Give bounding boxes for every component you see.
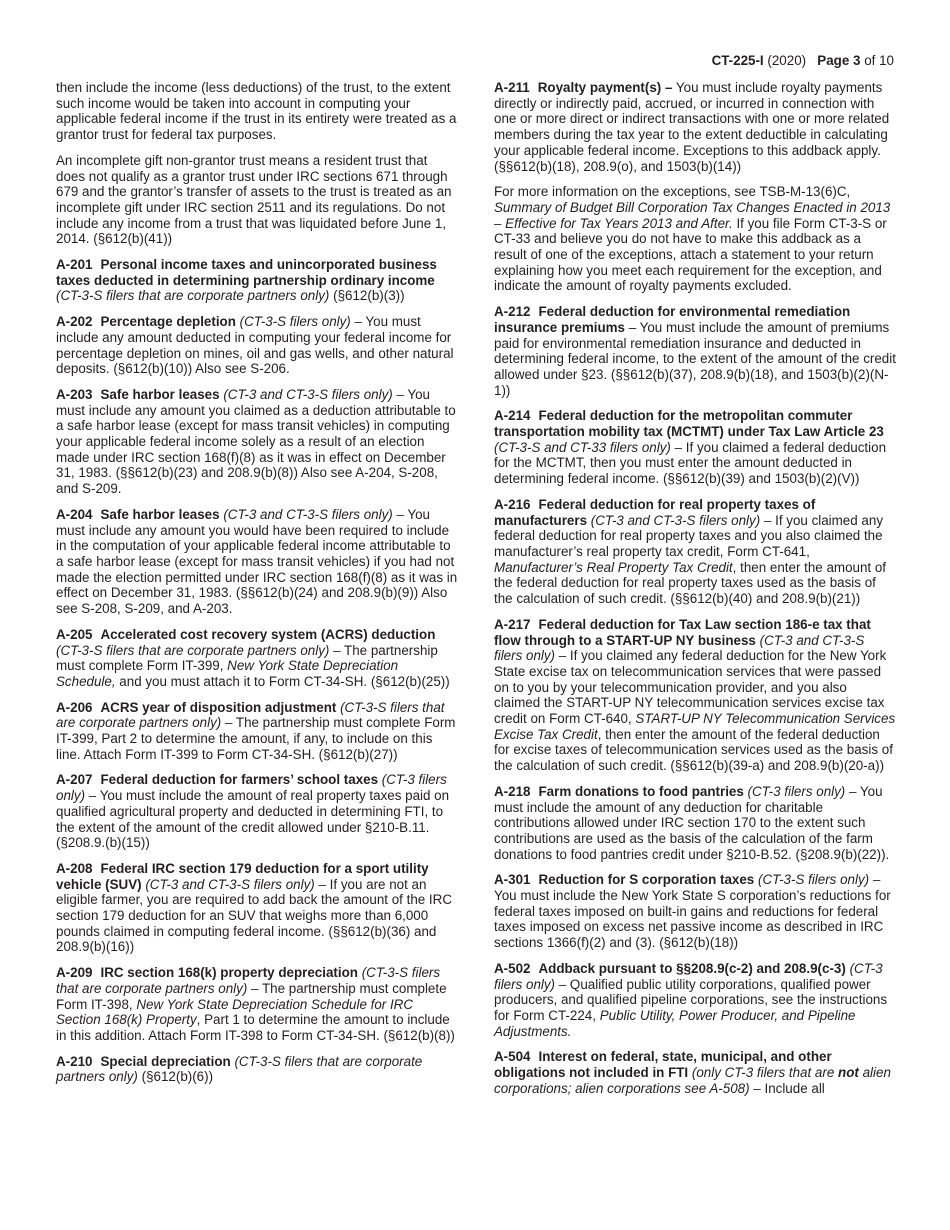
item-a-504 (494, 1049, 896, 1096)
item-text: (§612(b)(3)) (333, 288, 405, 304)
item-a-212 (494, 304, 896, 398)
paragraph (56, 153, 458, 247)
item-a-208 (56, 861, 458, 955)
item-code: A-206 (56, 699, 93, 715)
item-code: A-218 (494, 783, 531, 799)
item-text: You must include the amount of any deduction for charitable contributions allowed under IRC section 170 to the extent such contributions are used as the basis of the calculation of the farm donations to food pantries credit under §210-B.52. (§208.9(b)(22)). (494, 783, 890, 862)
item-title: Federal deduction for farmers’ school taxes (100, 772, 379, 788)
left-column (56, 80, 458, 1095)
item-qualifier-continued: alien corporations; alien corporations see A-508) – (494, 1065, 891, 1096)
item-title: Federal deduction for Tax Law section 186-e tax that flow through to a START-UP NY business (494, 616, 871, 648)
item-a-211 (494, 80, 896, 174)
item-text: You must include any amount you would have been required to include in the computation of your applicable federal income attributable to a safe harbor lease (except for mass transit vehicles) if you had not made the election permitted under IRC section 168(f)(8) as it was in effect on December 31, 1983. (§§612(b)(24) and 208.9(b)(9)) Also see S-208, S-209, and A-203. (56, 506, 458, 617)
item-a-206 (56, 700, 458, 763)
item-code: A-212 (494, 304, 531, 320)
item-title: Federal deduction for environmental remediation insurance premiums (494, 304, 851, 335)
item-text: You must include any amount you claimed as a deduction attributable to a safe harbor lease (except for mass transit vehicles) in computing your applicable federal income solely as a result of an election made under IRC section 168(f)(8) as it was in effect on December 31, 1983. (§§612(b)(23) and 208.9(b)(8)) Also see A-204, S-208, and S-209. (56, 386, 456, 497)
item-qualifier: (CT-3-S filers that are corporate partners only) – (56, 699, 445, 731)
right-column (494, 80, 896, 1106)
form-title: START-UP NY Telecommunication Services Excise Tax Credit (494, 711, 896, 742)
item-title: ACRS year of disposition adjustment (100, 699, 337, 715)
item-qualifier: (CT-3 and CT-3-S filers only) – (590, 512, 772, 528)
item-qualifier: (CT-3 and CT-3-S filers only) – (494, 632, 865, 664)
item-code: A-211 (494, 80, 530, 95)
item-text-continued: , then enter the amount of the federal deduction for real property taxes used as the basis of the calculation of such credit. (§§612(b)(40) and 208.9(b)(21)) (494, 559, 887, 607)
item-a-207 (56, 772, 458, 851)
form-year: (2020) (767, 53, 807, 68)
item-code: A-203 (56, 386, 93, 402)
item-text: The partnership must complete Form IT-399, (56, 642, 438, 674)
item-code: A-217 (494, 616, 531, 632)
item-qualifier: (CT-3-S filers that are corporate partners only) (56, 288, 330, 304)
item-text-continued: , then enter the amount of the federal deduction for excise taxes of telecommunication services used as the basis of the calculation of such credit. (§§612(b)(39-a) and 208.9(b)(20-a)) (494, 726, 893, 774)
paragraph-text: then include the income (less deductions) of the trust, to the extent such income would be taken into account in computing your applicable federal income if the trust in its entirety were treated as a grantor trust for federal tax purposes. (56, 80, 457, 143)
item-title: Addback pursuant to §§208.9(c-2) and 208.9(c-3) (538, 960, 846, 976)
item-a-218 (494, 784, 896, 863)
form-title: Public Utility, Power Producer, and Pipeline Adjustments. (494, 1007, 856, 1039)
form-title: Manufacturer’s Real Property Tax Credit (494, 559, 733, 575)
item-title: Royalty payment(s) – (537, 80, 673, 95)
item-title: Reduction for S corporation taxes (538, 872, 755, 888)
item-qualifier: (CT-3-S filers that are corporate partners only) (56, 1053, 423, 1085)
item-title: Federal deduction for real property taxes of manufacturers (494, 496, 816, 528)
item-title: Special depreciation (100, 1053, 231, 1069)
form-number: CT-225-I (711, 53, 764, 68)
item-qualifier: (CT-3 and CT-3-S filers only) – (223, 506, 404, 522)
item-code: A-202 (56, 314, 93, 330)
item-code: A-214 (494, 408, 531, 424)
item-title: Farm donations to food pantries (538, 783, 744, 799)
page-of: of 10 (864, 53, 894, 68)
item-qualifier: (CT-3 and CT-3-S filers only) – (145, 876, 326, 892)
item-a-209 (56, 965, 458, 1044)
item-code: A-301 (494, 872, 531, 888)
item-title: Percentage depletion (100, 314, 236, 330)
item-text-continued: , Part 1 to determine the amount to include in this addition. Attach Form IT-398 to Form CT-34-SH. (§612(b)(8)) (56, 1012, 455, 1043)
item-text: You must include the New York State S corporation’s reductions for federal taxes imposed on built-in gains and reductions for federal taxes imposed on excess net passive income as described in IRC sections 1366(f)(2) and (3). (§612(b)(18)) (494, 888, 891, 951)
item-a-301 (494, 872, 896, 951)
item-a-217 (494, 617, 896, 774)
item-qualifier: (CT-3-S filers only) – (758, 872, 881, 888)
item-title: Interest on federal, state, municipal, and other obligations not included in FTI (494, 1049, 832, 1081)
page-header (712, 53, 894, 68)
item-code: A-216 (494, 496, 531, 512)
item-text: (§612(b)(6)) (141, 1069, 214, 1085)
item-code: A-209 (56, 965, 93, 981)
item-a-202 (56, 314, 458, 377)
item-text: You must include royalty payments directly or indirectly paid, accrued, or incurred in connection with one or more direct or indirect transactions with one or more related members during the tax year to the extent deductible in calculating your applicable federal income. Exceptions to this addback apply. (§§612(b)(18), 208.9(o), and 1503(b)(14)) (494, 80, 890, 174)
item-a-214 (494, 408, 896, 487)
item-qualifier-emphasis: not (838, 1065, 859, 1081)
item-text: If you claimed any federal deduction for real property taxes and you also claimed the manufacturer’s real property tax credit, Form CT-641, (494, 512, 884, 559)
item-a-204 (56, 507, 458, 617)
item-a-201 (56, 257, 458, 304)
item-title: Federal deduction for the metropolitan commuter transportation mobility tax (MCTMT) under Tax Law Article 23 (494, 408, 884, 440)
item-text-continued: and you must attach it to Form CT-34-SH. (§612(b)(25)) (119, 673, 450, 689)
item-text: Qualified public utility corporations, qualified power producers, and qualified pipeline corporations, see the instructions for Form CT-224, (494, 976, 888, 1023)
item-a-205 (56, 627, 458, 690)
item-text: If you claimed any federal deduction for the New York State excise tax on telecommunication services that were passed on to you by your telecommunication provider, and you also claimed the START-UP NY telecommunication services excise tax credit on Form CT-640, (494, 648, 887, 727)
item-title: IRC section 168(k) property depreciation (100, 965, 358, 981)
item-text: The partnership must complete Form IT-398, (56, 980, 447, 1012)
item-text: If you claimed a federal deduction for the MCTMT, then you must enter the amount deducted in determining federal income. (§§612(b)(39) and 1503(b)(2)(V)) (494, 439, 887, 487)
item-text: You must include the amount of real property taxes paid on qualified agricultural property and deducted in determining FTI, to the extent of the amount of the credit allowed under §210-B.11. (§208.9.(b)(15)) (56, 788, 450, 851)
item-a-216 (494, 497, 896, 607)
form-title: New York State Depreciation Schedule, (56, 658, 399, 689)
item-title: Safe harbor leases (100, 386, 220, 402)
item-text-continued: If you file Form CT-3-S or CT-33 and believe you do not have to make this addback as a result of one of the exceptions, attach a statement to your return explaining how you meet each requirement for the exception, and indicate the amount of royalty payments excluded. (494, 215, 887, 294)
form-title: Summary of Budget Bill Corporation Tax Changes Enacted in 2013 – Effective for Tax Years 2013 and After. (494, 199, 891, 231)
item-text: Include all (764, 1080, 825, 1096)
item-a-203 (56, 387, 458, 497)
item-qualifier: (CT-3 filers only) – (494, 960, 883, 992)
item-text: – You must include the amount of premiums paid for environmental remediation insurance and deducted in determining federal income, to the extent of the amount of the credit allowed under §23. (§§612(b)(37), 208.9(b)(18), and 1503(b)(2)(N-1)) (494, 319, 896, 398)
item-text: The partnership must complete Form IT-399, Part 2 to determine the amount, if any, to include on this line. Attach Form IT-399 to Form CT-34-SH. (§612(b)(27)) (56, 715, 456, 762)
item-code: A-208 (56, 860, 93, 876)
page-label: Page 3 (817, 53, 861, 68)
item-qualifier: (only CT-3 filers that are (691, 1065, 835, 1081)
item-code: A-205 (56, 626, 93, 642)
item-code: A-504 (494, 1049, 531, 1065)
paragraph (56, 80, 458, 143)
item-qualifier: (CT-3 filers only) – (747, 783, 857, 799)
item-text: For more information on the exceptions, see TSB-M-13(6)C, (494, 184, 851, 200)
item-a-502 (494, 961, 896, 1040)
item-qualifier: (CT-3-S filers that are corporate partners only) – (56, 642, 341, 658)
item-code: A-204 (56, 506, 93, 522)
paragraph (494, 184, 896, 294)
item-text: You must include any amount deducted in computing your federal income for percentage depletion on mines, oil and gas wells, and other natural deposits. (§612(b)(10)) Also see S-206. (56, 314, 454, 377)
item-qualifier: (CT-3-S and CT-33 filers only) – (494, 439, 683, 455)
item-code: A-201 (56, 257, 93, 273)
item-code: A-210 (56, 1053, 93, 1069)
item-code: A-502 (494, 960, 531, 976)
item-title: Personal income taxes and unincorporated business taxes deducted in determining partnership ordinary income (56, 257, 437, 288)
paragraph-text: An incomplete gift non-grantor trust means a resident trust that does not qualify as a grantor trust under IRC sections 671 through 679 and the grantor’s transfer of assets to the trust is treated as an incomplete gift under IRC section 2511 and its regulations. Do not include any income from a trust that was liquidated before June 1, 2014. (§612(b)(41)) (56, 152, 452, 247)
item-a-210 (56, 1054, 458, 1085)
item-code: A-207 (56, 772, 93, 788)
item-qualifier: (CT-3-S filers only) – (239, 314, 362, 330)
item-title: Safe harbor leases (100, 506, 220, 522)
form-title: New York State Depreciation Schedule for IRC Section 168(k) Property (56, 996, 414, 1028)
item-qualifier: (CT-3 and CT-3-S filers only) – (223, 386, 404, 402)
item-text: If you are not an eligible farmer, you are required to add back the amount of the IRC section 179 deduction for an SUV that weighs more than 6,000 pounds claimed in computing federal income. (§§612(b)(36) and 208.9(b)(16)) (56, 876, 452, 955)
item-qualifier: (CT-3 filers only) – (56, 772, 447, 804)
item-title: Accelerated cost recovery system (ACRS) deduction (100, 626, 436, 642)
item-title: Federal IRC section 179 deduction for a sport utility vehicle (SUV) (56, 860, 429, 892)
item-qualifier: (CT-3-S filers that are corporate partners only) – (56, 965, 441, 996)
